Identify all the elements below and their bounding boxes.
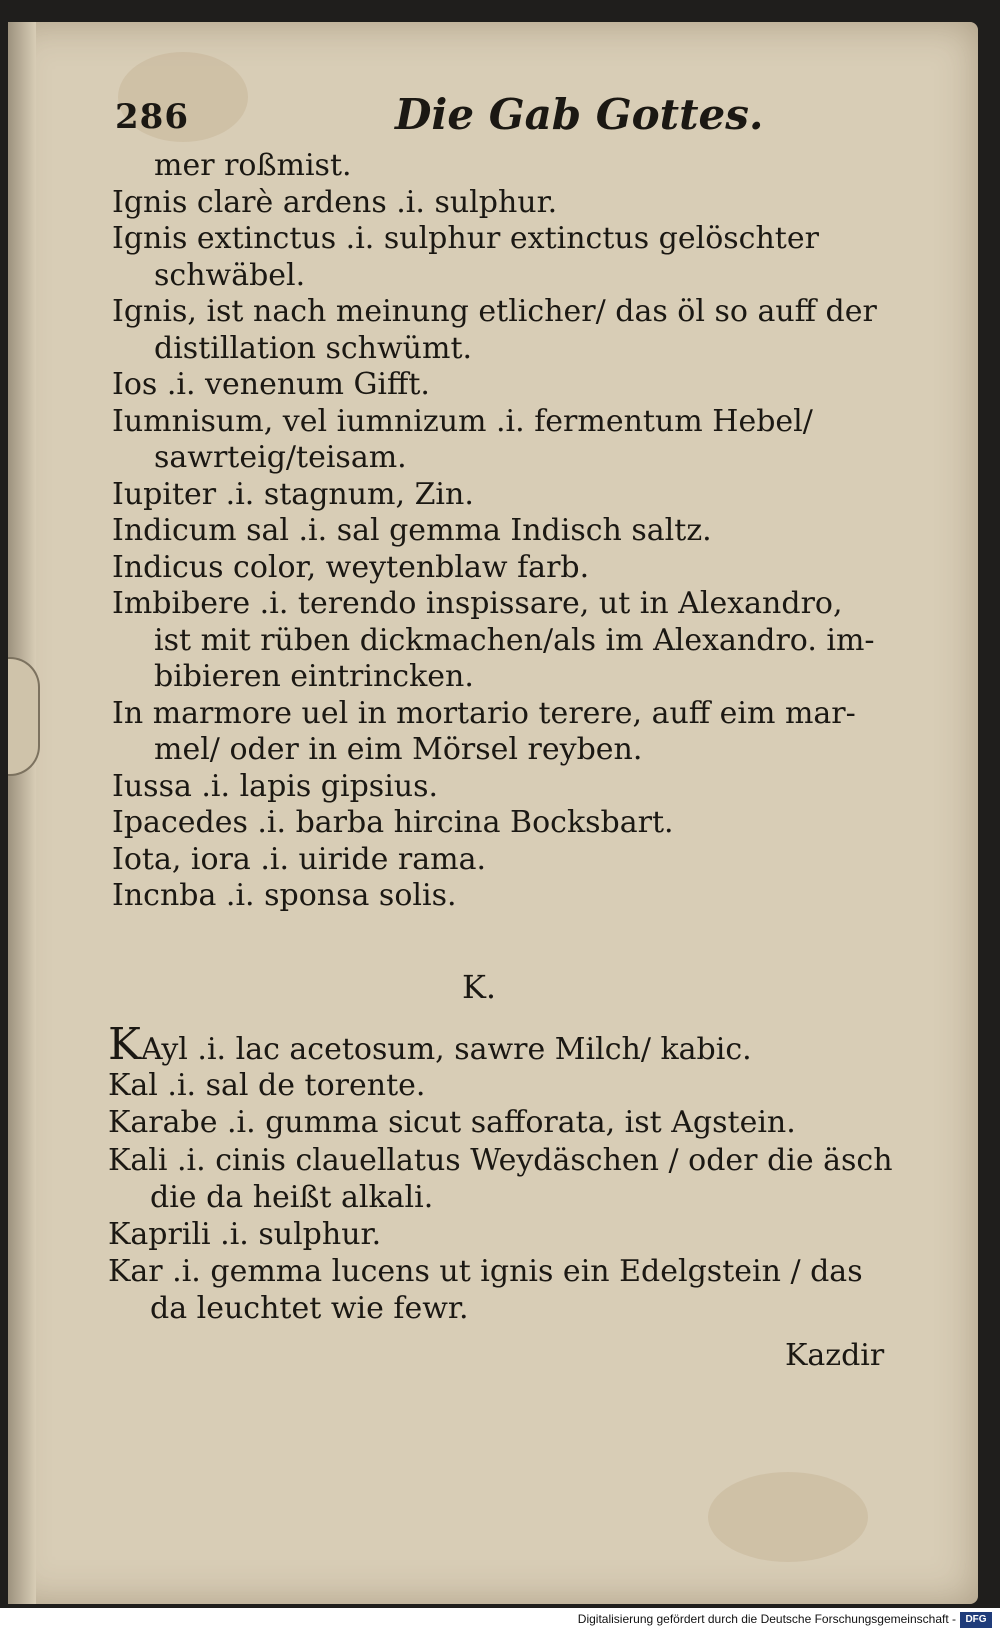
entry-line: Kali .i. cinis clauellatus Weydäschen / oder die äsch	[108, 1142, 893, 1178]
entry-line: da leuchtet wie fewr.	[150, 1291, 469, 1327]
entry-line: Ios .i. venenum Gifft.	[112, 367, 430, 402]
dfg-logo: DFG	[960, 1612, 992, 1628]
entry-line: Ignis, ist nach meinung etlicher/ das öl so auff der	[112, 294, 877, 329]
entry-line: Iupiter .i. stagnum, Zin.	[112, 476, 474, 512]
entry-line: mer roßmist.	[154, 148, 352, 183]
entry-line: schwäbel.	[154, 257, 306, 293]
running-title: Die Gab Gottes.	[395, 90, 764, 139]
entry-line	[108, 1019, 898, 1070]
catchword: Kazdir	[785, 1338, 885, 1373]
entry-line: Iussa .i. lapis gipsius.	[112, 768, 439, 804]
entry-line: die da heißt alkali.	[150, 1179, 434, 1215]
section-heading-k: K.	[462, 968, 497, 1006]
entry-line: Incnba .i. sponsa solis.	[112, 878, 457, 913]
entry-line: bibieren eintrincken.	[154, 659, 474, 694]
digitization-footer	[0, 1608, 1000, 1635]
entry-line: Ignis clarè ardens .i. sulphur.	[112, 184, 558, 220]
page-tab-notch	[8, 657, 40, 776]
entry-line: sawrteig/teisam.	[154, 440, 407, 475]
entry-text: Ayl .i. lac acetosum, sawre Milch/ kabic.	[140, 1032, 752, 1067]
entry-line: Kaprili .i. sulphur.	[108, 1216, 382, 1252]
entry-line: Kal .i. sal de torente.	[108, 1068, 426, 1104]
entry-line: ist mit rüben dickmachen/als im Alexandro. im-	[154, 622, 875, 658]
page-number: 286	[115, 97, 189, 137]
entry-line: Karabe .i. gumma sicut safforata, ist Agstein.	[108, 1105, 796, 1141]
glossary-entries-k	[108, 1019, 898, 1328]
paper-stain	[708, 1472, 868, 1562]
entry-line: Indicum sal .i. sal gemma Indisch saltz.	[112, 513, 712, 548]
entry-line: In marmore uel in mortario terere, auff eim mar-	[112, 695, 856, 731]
entry-line: Ignis extinctus .i. sulphur extinctus gelöschter	[112, 221, 819, 256]
entry-line: distillation schwümt.	[154, 330, 473, 366]
entry-line: Imbibere .i. terendo inspissare, ut in Alexandro,	[112, 586, 843, 621]
initial-capital: K	[108, 1019, 141, 1070]
entry-line: Indicus color, weytenblaw farb.	[112, 549, 590, 585]
entry-line: Kar .i. gemma lucens ut ignis ein Edelgstein / das	[108, 1254, 863, 1290]
entry-line: Ipacedes .i. barba hircina Bocksbart.	[112, 805, 674, 840]
funding-credit: Digitalisierung gefördert durch die Deutsche Forschungsgemeinschaft -	[577, 1612, 956, 1626]
glossary-entries-i	[112, 148, 882, 915]
entry-line: Iumnisum, vel iumnizum .i. fermentum Hebel/	[112, 403, 813, 439]
entry-line: mel/ oder in eim Mörsel reyben.	[154, 732, 643, 767]
entry-line: Iota, iora .i. uiride rama.	[112, 841, 486, 877]
page-gutter-edge	[8, 22, 36, 1604]
